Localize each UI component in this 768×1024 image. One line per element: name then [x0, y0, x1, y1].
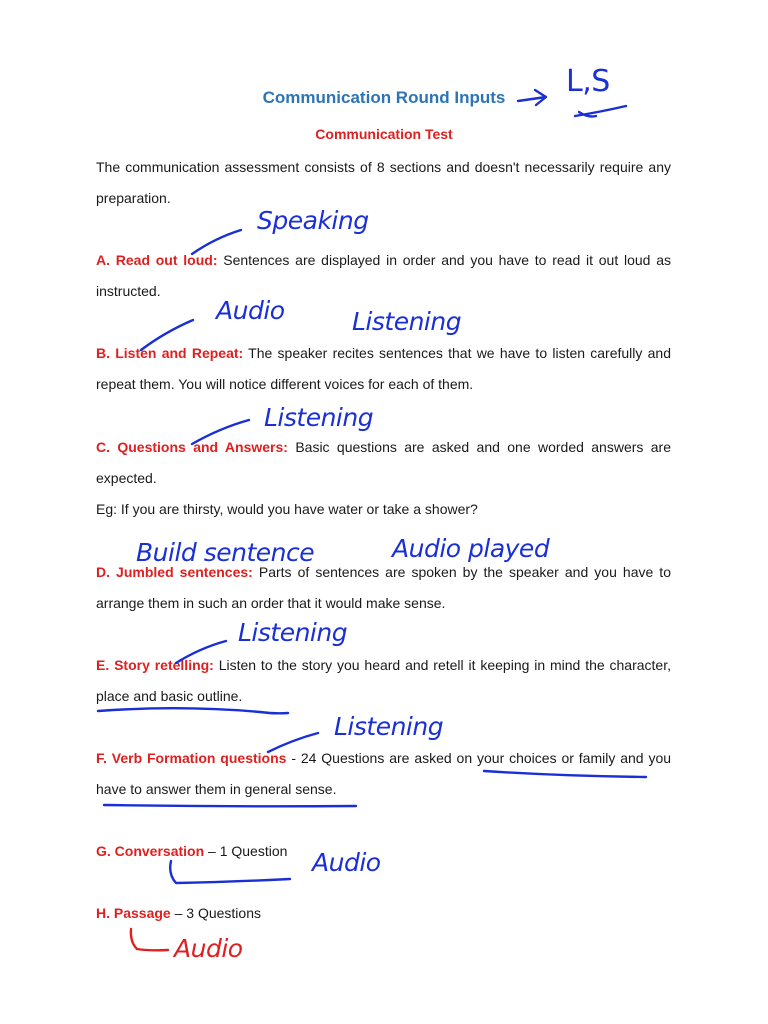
handwritten-note-title: L,S: [566, 64, 610, 99]
handwritten-note-g: Audio: [312, 848, 381, 877]
section-text: Basic questions are asked and one worded answers are expected.: [96, 439, 672, 486]
section-b: [96, 338, 671, 400]
page-title: Communication Round Inputs: [262, 88, 506, 107]
section-label: F. Verb Formation questions: [96, 750, 287, 766]
section-g: [96, 836, 671, 867]
intro-paragraph: The communication assessment consists of 8 sections and doesn't necessarily require any preparation.: [96, 159, 671, 206]
section-c: [96, 432, 671, 494]
section-label: E. Story retelling:: [96, 657, 214, 673]
handwritten-note-a: Speaking: [257, 206, 369, 235]
handwritten-note-h: Audio: [174, 934, 243, 963]
section-a: [96, 245, 671, 307]
handwritten-note-e: Listening: [238, 618, 348, 647]
section-label: H. Passage: [96, 905, 171, 921]
underline-f-line2: [104, 805, 356, 806]
bracket-h: [131, 929, 168, 950]
handwritten-note-d-right: Audio played: [392, 534, 550, 563]
section-text: The speaker recites sentences that we have to listen carefully and repeat them. You will notice different voices for each of them.: [96, 345, 671, 392]
section-h: [96, 898, 671, 929]
section-text: Parts of sentences are spoken by the speaker and you have to arrange them in such an order that it would make sense.: [96, 564, 671, 611]
section-label: G. Conversation: [96, 843, 205, 859]
section-label: D. Jumbled sentences:: [96, 564, 253, 580]
section-label: C. Questions and Answers:: [96, 439, 288, 455]
section-text: - 24 Questions are asked on your choices or family and you have to answer them in general sense.: [96, 750, 672, 797]
example-text: Eg: If you are thirsty, would you have water or take a shower?: [96, 501, 478, 517]
section-text: – 3 Questions: [170, 905, 261, 921]
section-text: Listen to the story you heard and retell it keeping in mind the character, place and basic outline.: [96, 657, 671, 704]
section-label: A. Read out loud:: [96, 252, 218, 268]
section-text: Sentences are displayed in order and you have to read it out loud as instructed.: [96, 252, 671, 299]
handwritten-note-b-left: Audio: [216, 296, 285, 325]
handwritten-note-b-right: Listening: [352, 307, 462, 336]
page-subtitle: Communication Test: [315, 126, 453, 142]
handwritten-note-c: Listening: [264, 403, 374, 432]
section-label: B. Listen and Repeat:: [96, 345, 244, 361]
handwritten-note-f: Listening: [334, 712, 444, 741]
section-f: [96, 743, 671, 805]
section-e: [96, 650, 671, 712]
section-text: – 1 Question: [204, 843, 288, 859]
handwritten-note-d-left: Build sentence: [136, 538, 315, 567]
